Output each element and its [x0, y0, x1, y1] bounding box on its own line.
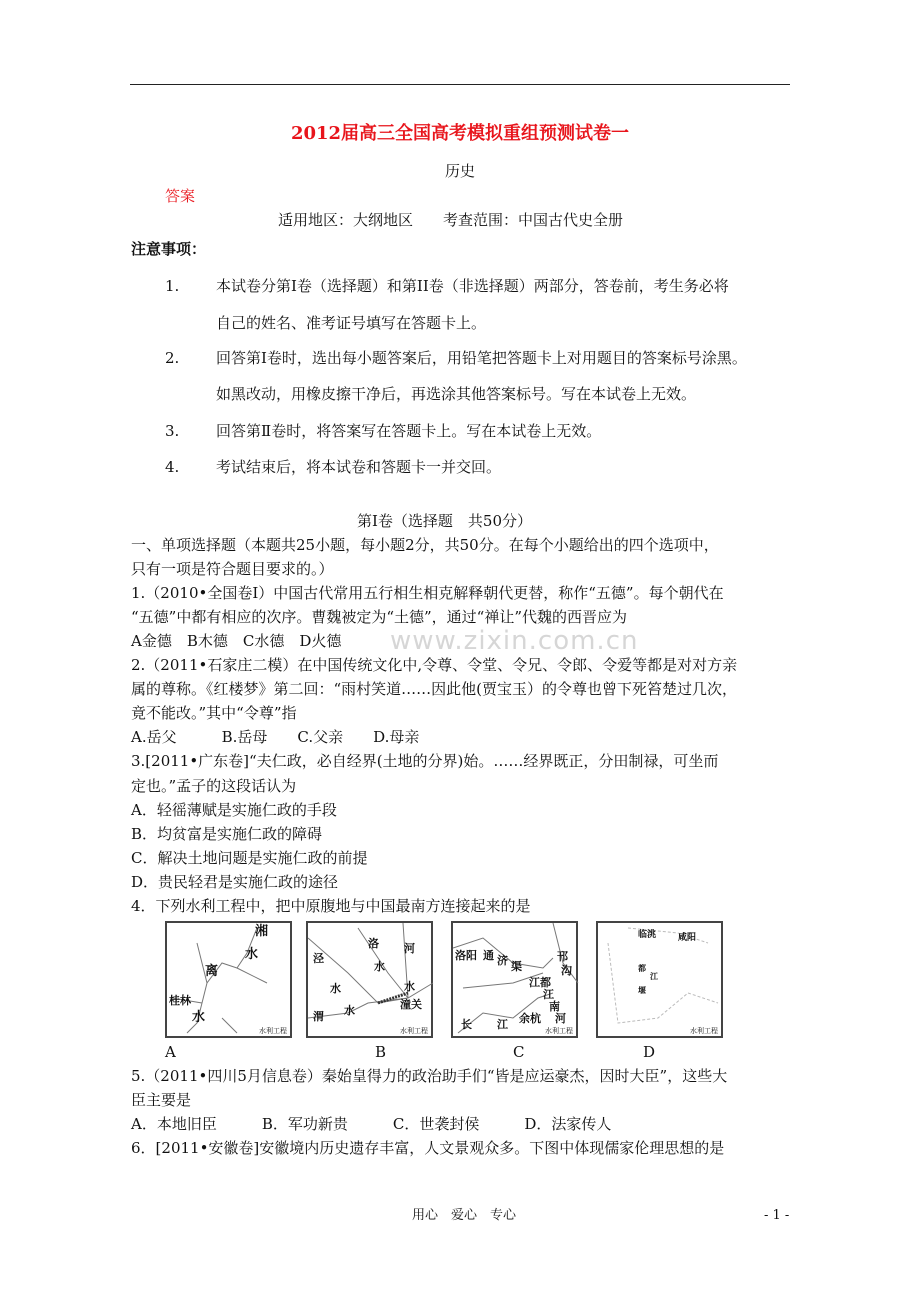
map-label: 江 — [497, 1018, 508, 1031]
map-label: 南 — [549, 1000, 560, 1013]
map-a-rivers — [167, 923, 294, 1040]
answer-link[interactable]: 答案 — [165, 187, 196, 205]
map-label: 渠 — [511, 960, 522, 973]
map-label: 都 — [638, 963, 646, 973]
question-line: 2.（2011•石家庄二模）在中国传统文化中,令尊、令堂、令兄、令郎、令爱等都是对对方亲 — [131, 656, 738, 674]
map-b — [306, 921, 433, 1038]
notice-heading: 注意事项： — [131, 240, 207, 258]
map-label: 水 — [245, 947, 259, 962]
map-label: 洛阳 — [455, 949, 477, 962]
map-label: 堰 — [638, 985, 646, 995]
map-label: 水 — [344, 1004, 355, 1017]
map-label: 江都 — [529, 976, 551, 989]
question-line: A.岳父 B.岳母 C.父亲 D.母亲 — [131, 728, 420, 746]
map-d-rivers — [598, 923, 725, 1040]
map-label: 邗 — [557, 950, 568, 963]
notice-text: 自己的姓名、准考证号填写在答题卡上。 — [216, 314, 487, 332]
question-line: 臣主要是 — [131, 1091, 192, 1109]
question-line: 1.（2010•全国卷Ⅰ）中国古代常用五行相生相克解释朝代更替，称作“五德”。每个朝代在 — [131, 584, 724, 602]
notice-num: 3. — [165, 422, 180, 440]
map-d — [596, 921, 723, 1038]
map-label: 潼关 — [400, 998, 422, 1011]
question-line: A．轻徭薄赋是实施仁政的手段 — [131, 801, 337, 819]
map-label: 水 — [192, 1010, 206, 1025]
map-label: 余杭 — [519, 1012, 541, 1025]
map-legend: 水利工程 — [690, 1027, 718, 1035]
question-line: 属的尊称。《红楼梦》第二回：“雨村笑道……因此他(贾宝玉）的令尊也曾下死笞楚过几次， — [131, 680, 738, 698]
map-legend: 水利工程 — [400, 1027, 428, 1035]
question-line: D．贵民轻君是实施仁政的途径 — [131, 873, 339, 891]
map-a — [165, 921, 292, 1038]
map-option-a: A — [165, 1043, 176, 1061]
scope-line: 适用地区：大纲地区 考查范围：中国古代史全册 — [278, 211, 624, 229]
question-line: 定也。”孟子的这段话认为 — [131, 777, 297, 795]
notice-num: 2. — [165, 349, 180, 367]
map-label: 渭 — [313, 1010, 324, 1023]
map-legend: 水利工程 — [545, 1027, 573, 1035]
map-option-b: B — [375, 1043, 387, 1061]
map-label: 沟 — [561, 964, 572, 977]
section-intro: 只有一项是符合题目要求的。） — [131, 560, 334, 578]
question-line: 6．[2011•安徽卷]安徽境内历史遗存丰富，人文景观众多。下图中体现儒家伦理思想的是 — [131, 1139, 725, 1157]
map-label: 水 — [374, 960, 385, 973]
map-label: 咸阳 — [678, 933, 697, 943]
map-label: 泾 — [313, 952, 324, 965]
map-c — [451, 921, 578, 1038]
question-line: B．均贫富是实施仁政的障碍 — [131, 825, 323, 843]
map-label: 离 — [205, 964, 219, 979]
question-line: A．本地旧臣 B．军功新贵 C．世袭封侯 D．法家传人 — [131, 1115, 612, 1133]
map-label: 通 — [483, 949, 494, 962]
map-label: 洛 — [368, 937, 379, 950]
question-line: “五德”中都有相应的次序。曹魏被定为“土德”，通过“禅让”代魏的西晋应为 — [131, 608, 628, 626]
question-line: 竟不能改。”其中“令尊”指 — [131, 704, 297, 722]
page-title: 2012届高三全国高考模拟重组预测试卷一 — [290, 123, 630, 144]
map-label: 水 — [330, 982, 341, 995]
map-label: 水 — [404, 980, 415, 993]
map-label: 临洮 — [638, 930, 657, 940]
map-label: 桂林 — [169, 994, 191, 1007]
question-line: C．解决土地问题是实施仁政的前提 — [131, 849, 368, 867]
notice-text: 回答第Ⅱ卷时，将答案写在答题卡上。写在本试卷上无效。 — [216, 422, 602, 440]
page-number: - 1 - — [764, 1208, 790, 1223]
map-label: 湘 — [255, 924, 269, 939]
notice-text: 考试结束后，将本试卷和答题卡一并交回。 — [216, 458, 502, 476]
notice-num: 4. — [165, 458, 180, 476]
footer-motto: 用心 爱心 专心 — [412, 1208, 517, 1223]
map-label: 济 — [497, 954, 508, 967]
map-label: 河 — [555, 1012, 566, 1025]
map-label: 江 — [543, 988, 554, 1001]
notice-num: 1. — [165, 277, 180, 295]
map-option-d: D — [643, 1043, 656, 1061]
map-option-c: C — [513, 1043, 525, 1061]
map-label: 江 — [650, 971, 658, 981]
notice-text: 如黑改动，用橡皮擦干净后，再选涂其他答案标号。写在本试卷上无效。 — [216, 385, 697, 403]
question-line: A金德 B木德 C水德 D火德 — [131, 632, 342, 650]
header-rule — [130, 84, 790, 85]
map-label: 长 — [461, 1018, 472, 1031]
section-intro: 一、单项选择题（本题共25小题，每小题2分，共50分。在每个小题给出的四个选项中， — [131, 536, 719, 554]
subject: 历史 — [444, 162, 475, 180]
notice-text: 回答第Ⅰ卷时，选出每小题答案后，用铅笔把答题卡上对用题目的答案标号涂黑。 — [216, 349, 747, 367]
question-line: 4．下列水利工程中，把中原腹地与中国最南方连接起来的是 — [131, 897, 531, 915]
question-line: 5.（2011•四川5月信息卷）秦始皇得力的政治助手们“皆是应运豪杰，因时大臣”，这些大 — [131, 1067, 728, 1085]
notice-text: 本试卷分第Ⅰ卷（选择题）和第II卷（非选择题）两部分，答卷前，考生务必将 — [216, 277, 729, 295]
question-line: 3.[2011•广东卷]“夫仁政，必自经界(土地的分界)始。……经界既正，分田制禄，可坐而 — [131, 752, 719, 770]
watermark: www.zixin.com.cn — [390, 626, 639, 656]
map-legend: 水利工程 — [259, 1027, 287, 1035]
section-title: 第Ⅰ卷（选择题 共50分） — [357, 512, 533, 530]
map-label: 河 — [404, 942, 415, 955]
